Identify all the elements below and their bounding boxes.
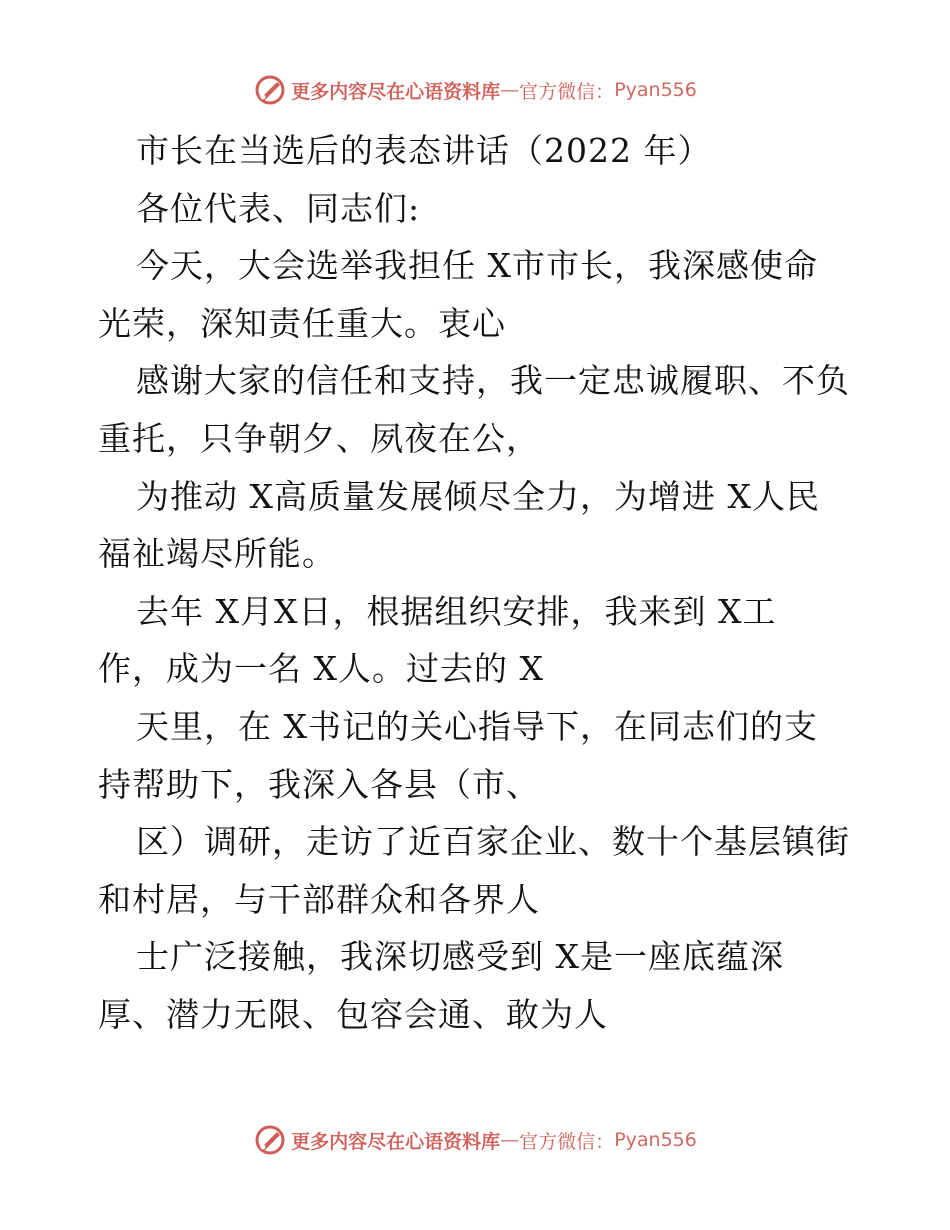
salutation: 各位代表、同志们:	[136, 188, 421, 228]
text-line: 持帮助下，我深入各县（市、	[98, 764, 540, 804]
watermark-group	[253, 73, 697, 107]
text-line: 士广泛接触，我深切感受到 X是一座底蕴深	[136, 937, 784, 977]
text-line: 感谢大家的信任和支持，我一定忠诚履职、不负	[136, 361, 850, 401]
text-line: 天里，在 X书记的关心指导下，在同志们的支	[136, 706, 818, 746]
text-line: 福祉竭尽所能。	[98, 534, 336, 574]
watermark-text: 更多内容尽在心语资料库	[291, 80, 501, 103]
footer-watermark	[0, 1120, 950, 1160]
text-line: 重托，只争朝夕、夙夜在公，	[98, 418, 540, 458]
watermark-dash: —	[500, 1129, 520, 1151]
text-line: 厚、潜力无限、包容会通、敢为人	[98, 994, 608, 1034]
text-line: 光荣，深知责任重大。衷心	[98, 303, 506, 343]
text-line: 区）调研，走访了近百家企业、数十个基层镇街	[136, 822, 850, 862]
text-line: 为推动 X高质量发展倾尽全力，为增进 X人民	[136, 476, 820, 516]
header-watermark	[0, 70, 950, 110]
watermark-group	[253, 1123, 697, 1157]
document-title: 市长在当选后的表态讲话（2022 年）	[136, 131, 712, 170]
watermark-wechat-label: 官方微信：	[519, 80, 615, 103]
text-line: 作，成为一名 X人。过去的 X	[98, 649, 544, 689]
text-line: 去年 X月X日，根据组织安排，我来到 X工	[136, 591, 777, 631]
watermark-text: 更多内容尽在心语资料库	[291, 1130, 501, 1153]
watermark-dash: —	[500, 79, 520, 101]
watermark-wechat-label: 官方微信：	[519, 1130, 615, 1153]
document-body	[98, 122, 868, 1044]
quill-logo-icon	[253, 1123, 287, 1157]
text-line: 和村居，与干部群众和各界人	[98, 879, 540, 919]
watermark-wechat-id: Pyan556	[614, 1129, 697, 1151]
watermark-wechat-id: Pyan556	[614, 79, 697, 101]
quill-logo-icon	[253, 73, 287, 107]
text-line: 今天，大会选举我担任 X市市长，我深感使命	[136, 246, 818, 286]
